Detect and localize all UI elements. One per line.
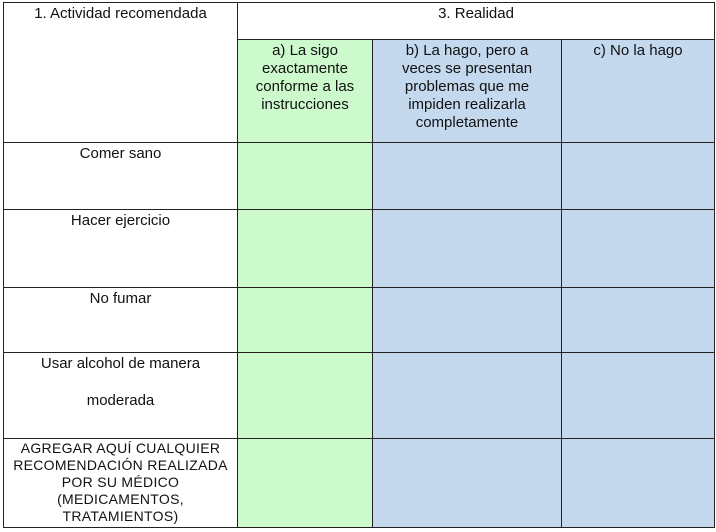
reality-header-cell <box>238 3 715 40</box>
row-label-cell <box>4 210 238 287</box>
column-c-header: c) No la hago <box>593 42 683 60</box>
answer-cell-a[interactable] <box>238 352 373 438</box>
answer-cell-b[interactable] <box>373 287 562 352</box>
answer-cell-c[interactable] <box>562 143 715 210</box>
answer-cell-c[interactable] <box>562 352 715 438</box>
table-row <box>4 143 715 210</box>
answer-cell-a[interactable] <box>238 210 373 287</box>
row-label-cell <box>4 143 238 210</box>
table-row <box>4 287 715 352</box>
answer-cell-b[interactable] <box>373 210 562 287</box>
row-label: Hacer ejercicio <box>70 212 171 230</box>
column-a-header: a) La sigo exactamente conforme a las instrucciones <box>255 42 355 114</box>
row-label-line-2: moderada <box>86 391 155 409</box>
answer-cell-c[interactable] <box>562 210 715 287</box>
header-row <box>4 3 715 40</box>
answer-cell-b[interactable] <box>373 352 562 438</box>
column-b-header-cell <box>373 40 562 143</box>
row-label-cell <box>4 438 238 527</box>
activity-header: 1. Actividad recomendada <box>34 5 207 22</box>
activity-header-cell <box>4 3 238 143</box>
row-label: AGREGAR AQUÍ CUALQUIER RECOMENDACIÓN REALIZADA POR SU MÉDICO (MEDICAMENTOS, TRATAMIENTOS) <box>13 439 228 524</box>
table-row <box>4 438 715 527</box>
column-b-header: b) La hago, pero a veces se presentan problemas que me impiden realizarla completamente <box>401 42 533 132</box>
row-label: No fumar <box>89 289 152 307</box>
column-c-header-cell <box>562 40 715 143</box>
answer-cell-b[interactable] <box>373 143 562 210</box>
row-label-cell <box>4 352 238 438</box>
column-a-header-cell <box>238 40 373 143</box>
reality-header: 3. Realidad <box>438 5 514 22</box>
answer-cell-a[interactable] <box>238 438 373 527</box>
row-label-cell <box>4 287 238 352</box>
reality-table <box>3 2 715 528</box>
answer-cell-c[interactable] <box>562 438 715 527</box>
table-row <box>4 352 715 438</box>
answer-cell-c[interactable] <box>562 287 715 352</box>
answer-cell-b[interactable] <box>373 438 562 527</box>
row-label-line-1: Usar alcohol de manera <box>40 354 201 372</box>
answer-cell-a[interactable] <box>238 287 373 352</box>
table-row <box>4 210 715 287</box>
row-label: Comer sano <box>79 145 162 163</box>
row-label <box>4 353 237 411</box>
answer-cell-a[interactable] <box>238 143 373 210</box>
